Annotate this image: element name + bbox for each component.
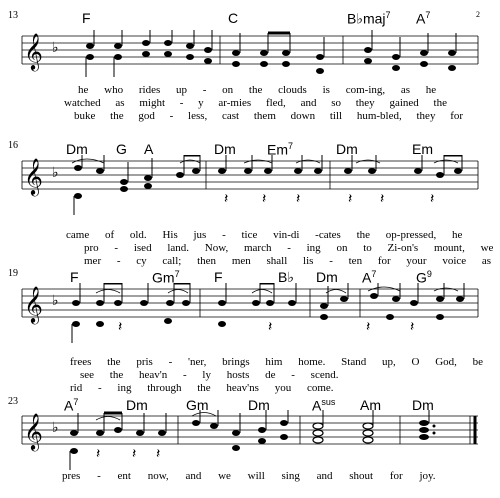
svg-text:𝄽: 𝄽 — [430, 191, 435, 207]
note — [158, 430, 166, 436]
note — [456, 296, 464, 302]
note — [114, 54, 122, 60]
chord-symbol: A — [144, 141, 154, 157]
note — [142, 51, 150, 57]
note — [436, 314, 444, 320]
note — [264, 168, 272, 174]
flat-sign: ♭ — [52, 40, 59, 56]
chord-symbol: Am — [360, 397, 381, 413]
note — [410, 300, 418, 306]
chord-symbol: B♭maj$^7$ — [347, 10, 391, 27]
note — [392, 296, 400, 302]
note — [140, 300, 148, 306]
note — [392, 54, 400, 60]
note — [144, 175, 152, 181]
chord-symbol: Dm — [214, 141, 236, 157]
note — [144, 183, 152, 189]
lyric-line-1: pres - ent now, and we will sing and shout for joy. — [62, 470, 436, 482]
treble-clef: 𝄞 — [24, 32, 43, 70]
chord-symbol: Dm — [126, 397, 148, 413]
note — [320, 314, 328, 320]
note — [182, 300, 190, 306]
chord-symbol: Em — [412, 141, 433, 157]
note — [288, 300, 296, 306]
note — [370, 293, 378, 299]
note — [70, 430, 78, 436]
half-note — [313, 437, 323, 443]
measure-number: 13 — [8, 10, 18, 21]
chord-symbol: Gm$^7$ — [152, 269, 180, 286]
note — [96, 300, 104, 306]
note — [218, 300, 226, 306]
note — [316, 68, 324, 74]
chord-symbol: G — [116, 141, 127, 157]
chord-symbol: Dm — [248, 397, 270, 413]
svg-text:𝄽: 𝄽 — [96, 446, 101, 462]
flat-sign: ♭ — [52, 293, 59, 309]
note — [86, 54, 94, 60]
note — [386, 314, 394, 320]
note — [164, 318, 172, 324]
chord-symbol: F — [214, 269, 223, 285]
note — [344, 168, 352, 174]
note — [114, 43, 122, 49]
note — [218, 321, 226, 327]
note — [282, 61, 290, 67]
note — [258, 438, 266, 444]
note — [72, 321, 80, 327]
note — [260, 50, 268, 56]
lyric-line-3: rid - ing through the heav'ns you come. — [70, 382, 334, 394]
note — [136, 430, 144, 436]
lyric-line-3: mer - cy call; then men shall lis - ten for your voice as — [84, 255, 492, 267]
lyric-line-1: frees the pris - 'ner, brings him home. Stand up, O God, be — [70, 356, 484, 368]
note — [232, 445, 240, 451]
note — [204, 58, 212, 64]
note — [252, 300, 260, 306]
chord-symbol: Dm — [66, 141, 88, 157]
note — [368, 168, 376, 174]
lyric-line-3: buke the god - less, cast them down till hum-bled, they for — [74, 110, 464, 122]
note — [192, 168, 200, 174]
lyric-line-1: came of old. His jus - tice vin-di -cates the op-pressed, he — [66, 229, 463, 241]
note — [419, 427, 429, 433]
chord-symbol: $A^7$ — [362, 269, 377, 286]
note — [74, 165, 82, 171]
chord-symbol: F — [82, 10, 91, 26]
note — [96, 430, 104, 436]
note — [176, 172, 184, 178]
note — [96, 168, 104, 174]
svg-text:𝄽: 𝄽 — [132, 446, 137, 462]
svg-text:𝄽: 𝄽 — [296, 191, 301, 207]
half-note — [363, 437, 373, 443]
svg-text:𝄽: 𝄽 — [262, 191, 267, 207]
chord-symbol: $A^7$ — [64, 397, 79, 414]
chord-symbol: $G^9$ — [416, 269, 432, 286]
note — [454, 168, 462, 174]
note — [419, 420, 429, 426]
chord-symbol: C — [228, 10, 239, 26]
note — [364, 58, 372, 64]
note — [448, 65, 456, 71]
note — [120, 186, 128, 192]
note — [114, 300, 122, 306]
note — [232, 50, 240, 56]
note — [192, 420, 200, 426]
note — [204, 47, 212, 53]
note — [166, 300, 174, 306]
svg-text:𝄽: 𝄽 — [380, 191, 385, 207]
note — [164, 40, 172, 46]
note — [316, 54, 324, 60]
svg-text:𝄽: 𝄽 — [118, 319, 123, 335]
flat-sign: ♭ — [52, 420, 59, 436]
note — [294, 168, 302, 174]
note — [120, 179, 128, 185]
chord-symbol: F — [70, 269, 79, 285]
note — [282, 50, 290, 56]
note — [414, 168, 422, 174]
note — [420, 61, 428, 67]
note — [142, 40, 150, 46]
note — [74, 193, 82, 199]
note — [392, 65, 400, 71]
staff — [0, 283, 500, 363]
lyric-line-1: he who rides up - on the clouds is com-ing, as he — [78, 84, 437, 96]
note — [70, 448, 78, 454]
treble-clef: 𝄞 — [24, 157, 43, 195]
chord-symbol: Dm — [336, 141, 358, 157]
note — [260, 61, 268, 67]
note — [419, 434, 429, 440]
chord-symbol: Em$^7$ — [267, 141, 294, 158]
note — [420, 50, 428, 56]
half-note — [313, 430, 323, 436]
chord-symbol: Dm — [412, 397, 434, 413]
note — [280, 420, 288, 426]
lyric-line-2: watched as might - y ar-mies fled, and so they gained the — [64, 97, 447, 109]
note — [436, 172, 444, 178]
note — [314, 168, 322, 174]
note — [186, 54, 194, 60]
half-note — [363, 423, 373, 429]
note — [232, 61, 240, 67]
note — [244, 168, 252, 174]
note — [96, 321, 104, 327]
svg-text:𝄽: 𝄽 — [156, 446, 161, 462]
svg-text:𝄽: 𝄽 — [366, 319, 371, 335]
note — [218, 168, 226, 174]
half-note — [313, 423, 323, 429]
note — [186, 43, 194, 49]
lyric-line-2: see the heav'n - ly hosts de - scend. — [80, 369, 339, 381]
half-note — [363, 430, 373, 436]
treble-clef: 𝄞 — [24, 412, 43, 450]
measure-number: 23 — [8, 396, 18, 407]
svg-text:𝄽: 𝄽 — [348, 191, 353, 207]
measure-number: 19 — [8, 268, 18, 279]
note — [164, 51, 172, 57]
chord-symbol: Gm — [186, 397, 209, 413]
note — [364, 47, 372, 53]
page-number: 2 — [476, 10, 480, 19]
chord-symbol: $A^7$ — [416, 10, 431, 27]
note — [320, 303, 328, 309]
svg-text:𝄽: 𝄽 — [224, 191, 229, 207]
note — [258, 427, 266, 433]
svg-text:𝄽: 𝄽 — [268, 319, 273, 335]
svg-text:𝄽: 𝄽 — [410, 319, 415, 335]
note — [448, 50, 456, 56]
note — [114, 427, 122, 433]
lyric-line-2: pro - ised land. Now, march - ing on to Zi-on's mount, we — [84, 242, 494, 254]
flat-sign: ♭ — [52, 165, 59, 181]
note — [340, 296, 348, 302]
chord-symbol: Dm — [316, 269, 338, 285]
measure-number: 16 — [8, 140, 18, 151]
staff — [0, 155, 500, 235]
treble-clef: 𝄞 — [24, 285, 43, 323]
note — [86, 43, 94, 49]
note — [266, 300, 274, 306]
note — [210, 423, 218, 429]
chord-symbol: $A^{sus}$ — [312, 397, 336, 414]
note — [436, 296, 444, 302]
note — [280, 434, 288, 440]
note — [232, 430, 240, 436]
chord-symbol: B♭ — [278, 269, 294, 285]
note — [72, 300, 80, 306]
